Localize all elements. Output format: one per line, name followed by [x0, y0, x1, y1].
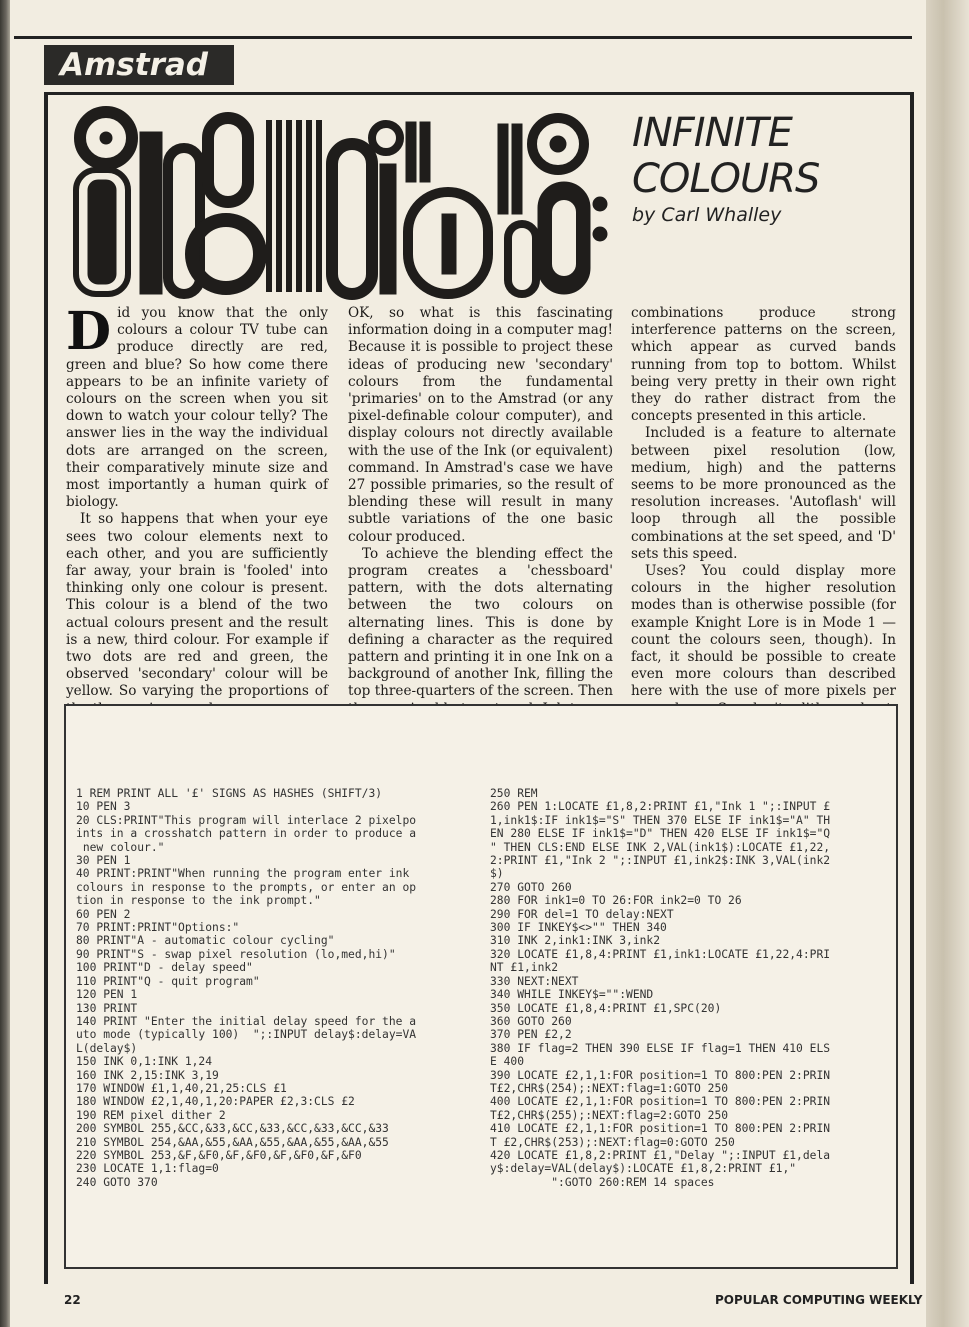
header-rule	[44, 92, 914, 95]
binary-digits-illustration	[68, 104, 614, 300]
paragraph	[66, 301, 328, 511]
drop-cap: D	[66, 301, 112, 362]
paragraph-text: id you know that the only colours a colour TV tube can produce directly are red, green and blue? So how come there appears to be an infinite variety of colours on the screen when you sit down to watch your colour telly? The answer lies in the way the individual dots are arranged on the screen, their comparatively minute size and most importantly a human quirk of biology.	[66, 305, 328, 511]
paragraph: Uses? You could display more colours in the higher resolution modes than is otherwise possible (for example Knight Lore is in Mode 1 — count the colours seen, though). In fact, it should be possible to create even more colours than described here with the use of more pixels per	[631, 563, 896, 700]
paragraph: combinations produce strong interference patterns on the screen, which appear as curved bands running from top to bottom. Whilst being very pretty in their own right they do rather distract from the concepts presented in this article.	[631, 305, 896, 425]
section-tag: Amstrad	[44, 45, 234, 85]
title-line-1: INFINITE	[632, 110, 792, 156]
page-binding	[0, 0, 10, 1327]
paragraph: To achieve the blending effect the program creates a 'chessboard' pattern, with the dots alternating between the two colours on alternating lines. This is done by defining a character as the required pattern and printing it in one Ink on a background of another Ink, filling the top three-quarters of the screen. Then	[348, 545, 613, 700]
paragraph: Included is a feature to alternate between pixel resolution (low, medium, high) and the patterns seems to be more pronounced as the resolution increases. 'Autoflash' will loop through all the possible combinations at the set speed, and 'D' sets this speed.	[631, 425, 896, 562]
article-byline: by Carl Whalley	[632, 204, 782, 226]
article-title	[632, 110, 819, 202]
article-column-2	[348, 305, 613, 752]
paragraph: OK, so what is this fascinating information doing in a computer mag! Because it is possible to project these ideas of producing new 'secondary' colours from the fundamental 'primaries' on to the Amstrad (or any pixel-definable colour computer), and display colours not directly available with the use of the Ink (or equivalent) command. In Amstrad's case we have 27 possible primaries, so the result of blending these will result in many subtle variations of the one basic colour produced.	[348, 305, 613, 545]
page-gutter	[926, 0, 969, 1327]
program-listing-right: 250 REM 260 PEN 1:LOCATE £1,8,2:PRINT £1,"Ink 1 ";:INPUT £ 1,ink1$:IF ink1$="S" THEN 370 ELSE IF ink1$="A" TH EN 280 ELSE IF ink1$="D" THEN 420 ELSE IF ink1$="Q " THEN CLS:END ELSE INK 2,VAL(ink1$):LOCATE £1,22, 2:PRINT £1,"Ink 2 ";:INPUT £1,ink2$:INK 3,VAL(ink2 $) 270 GOTO 260 280 FOR ink1=0 TO 26:FOR ink2=0 TO 26 290 FOR del=1 TO delay:NEXT 300 IF INKEY$<>"" THEN 340 310 INK 2,ink1:INK 3,ink2 320 LOCATE £1,8,4:PRINT £1,ink1:LOCATE £1,22,4:PRI NT £1,ink2 330 NEXT:NEXT 340 WHILE INKEY$="":WEND 350 LOCATE £1,8,4:PRINT £1,SPC(20) 360 GOTO 260 370 PEN £2,2 380 IF flag=2 THEN 390 ELSE IF flag=1 THEN 410 ELS E 400 390 LOCATE £2,1,1:FOR position=1 TO 800:PEN 2:PRIN T£2,CHR$(254);:NEXT:flag=1:GOTO 250 400 LOCATE £2,1,1:FOR position=1 TO 800:PEN 2:PRIN T£2,CHR$(255);:NEXT:flag=2:GOTO 250 410 LOCATE £2,1,1:FOR position=1 TO 800:PEN 2:PRIN T £2,CHR$(253);:NEXT:flag=0:GOTO 250 420 LOCATE £1,8,2:PRINT £1,"Delay ";:INPUT £1,dela y$:delay=VAL(delay$):LOCATE £1,8,2:PRINT £1," ":GOTO 260:REM 14 spaces	[490, 787, 831, 1189]
article-column-1	[66, 301, 328, 752]
magazine-name: POPULAR COMPUTING WEEKLY	[715, 1293, 923, 1307]
page-number: 22	[64, 1293, 81, 1307]
paragraph: It so happens that when your eye sees two colour elements next to each other, and you are sufficiently far away, your brain is 'fooled' into thinking only one colour is present. This colour is a blend of the two actual colours present and the result is a new, third colour. For example if two dots are red and green, the observed 'secondary' colour will be yellow. So varying the proportions of	[66, 511, 328, 700]
top-rule	[14, 36, 912, 39]
article-column-3	[631, 305, 896, 752]
title-line-2: COLOURS	[632, 156, 820, 202]
program-listing-left: 1 REM PRINT ALL '£' SIGNS AS HASHES (SHIFT/3) 10 PEN 3 20 CLS:PRINT"This program will interlace 2 pixelpo ints in a crosshatch pattern in order to produce a new colour." 30 PEN 1 40 PRINT:PRINT"When running the program enter ink colours in response to the prompts, or enter an op tion in response to the ink prompt." 60 PEN 2 70 PRINT:PRINT"Options:" 80 PRINT"A - automatic colour cycling" 90 PRINT"S - swap pixel resolution (lo,med,hi)" 100 PRINT"D - delay speed" 110 PRINT"Q - quit program" 120 PEN 1 130 PRINT 140 PRINT "Enter the initial delay speed for the a uto mode (typically 100) ";:INPUT delay$:delay=VA L(delay$) 150 INK 0,1:INK 1,24 160 INK 2,15:INK 3,19 170 WINDOW £1,1,40,21,25:CLS £1 180 WINDOW £2,1,40,1,20:PAPER £2,3:CLS £2 190 REM pixel dither 2 200 SYMBOL 255,&CC,&33,&CC,&33,&CC,&33,&CC,&33 210 SYMBOL 254,&AA,&55,&AA,&55,&AA,&55,&AA,&55 220 SYMBOL 253,&F,&F0,&F,&F0,&F,&F0,&F,&F0 230 LOCATE 1,1:flag=0 240 GOTO 370	[76, 787, 417, 1189]
